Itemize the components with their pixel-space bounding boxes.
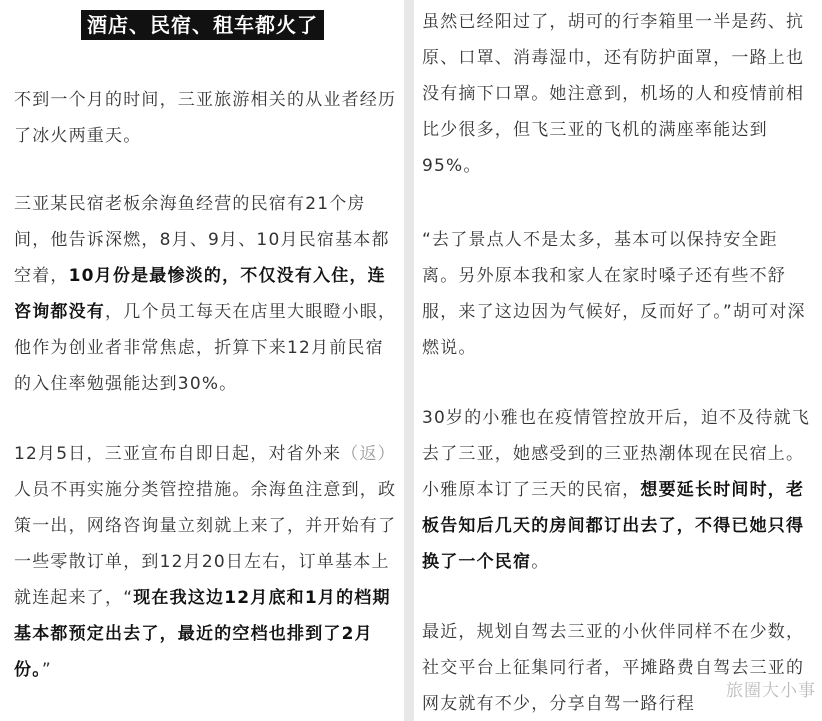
paragraph-text: 最近，规划自驾去三亚的小伙伴同样不在少数，社交平台上征集同行者，平摊路费自驾去三亚的网友就有不少，分享自驾一路行程 — [422, 622, 805, 714]
paragraph-text: “去了景点人不是太多，基本可以保持安全距离。另外原本我和家人在家时嗓子还有些不舒服，来了这边因为气候好，反而好了。”胡可对深燃说。 — [422, 230, 806, 358]
paragraph-homestay-owner — [14, 186, 398, 402]
paragraph-text: 不到一个月的时间，三亚旅游相关的从业者经历了冰火两重天。 — [14, 90, 397, 146]
paragraph-text: ，几个员工每天在店里大眼瞪小眼，他作为创业者非常焦虑，折算下来12月前民宿的入住率勉强能达到30%。 — [14, 302, 397, 394]
bold-emphasis: 想要延长时间时，老板告知后几天的房间都订出去了，不得已她只得换了一个民宿 — [422, 480, 805, 572]
watermark-text: 旅圈大小事 — [726, 681, 816, 701]
paragraph-text: ” — [41, 660, 52, 680]
bold-emphasis: 10月份是最惨淡的，不仅没有入住，连咨询都没有 — [14, 266, 386, 322]
paragraph-intro — [14, 82, 398, 154]
paragraph-policy-change — [14, 436, 398, 688]
paragraph-text: 30岁的小雅也在疫情管控放开后，迫不及待就飞去了三亚，她感受到的三亚热潮体现在民宿上。小雅原本订了三天的民宿， — [422, 408, 811, 500]
paragraph-self-driving — [422, 614, 814, 721]
paragraph-traveler-xiaoya — [422, 400, 814, 580]
section-heading: 酒店、民宿、租车都火了 — [81, 10, 324, 40]
column-divider — [404, 0, 414, 721]
paragraph-text: 虽然已经阳过了，胡可的行李箱里一半是药、抗原、口罩、消毒湿巾，还有防护面罩，一路上也没有摘下口罩。她注意到，机场的人和疫情前相比少很多，但飞三亚的飞机的满座率能达到95%。 — [422, 12, 805, 176]
paragraph-traveler-huke — [422, 4, 814, 184]
paragraph-text: 。 — [531, 552, 550, 572]
paragraph-text: 12月5日，三亚宣布自即日起，对省外来 — [14, 444, 342, 464]
paragraph-text: 人员不再实施分类管控措施。余海鱼注意到，政策一出，网络咨询量立刻就上来了，并开始有了一些零散订单，到12月20日左右，订单基本上就连起来了，“ — [14, 480, 397, 608]
paragraph-text: 三亚某民宿老板余海鱼经营的民宿有21个房间，他告诉深燃，8月、9月、10月民宿基本都空着， — [14, 194, 390, 286]
right-column — [414, 0, 822, 721]
paragraph-quote-huke — [422, 222, 814, 366]
bold-quote: 现在我这边12月底和1月的档期基本都预定出去了，最近的空档也排到了2月份。 — [14, 588, 391, 680]
muted-note: （返） — [341, 444, 396, 464]
left-column — [0, 0, 404, 721]
